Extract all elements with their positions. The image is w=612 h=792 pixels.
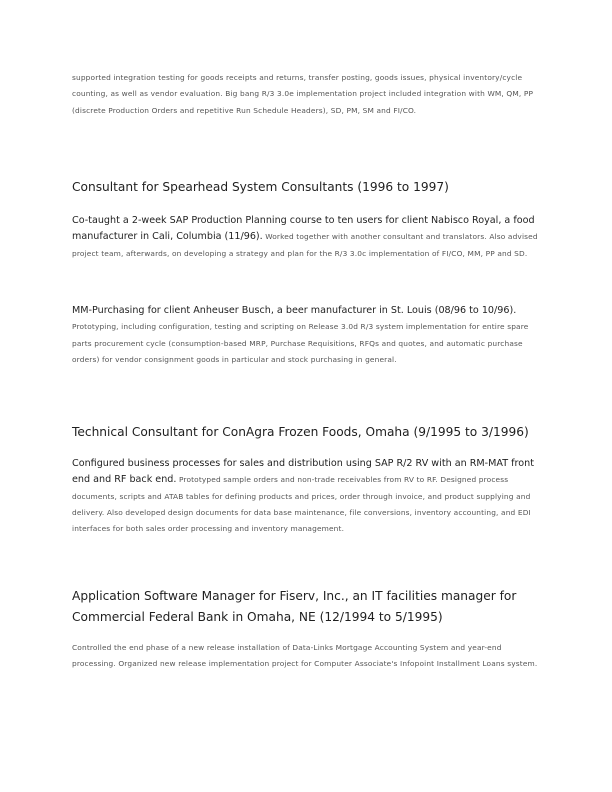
entry-fiserv-body: Controlled the end phase of a new release installation of Data-Links Mortgage Accounting System and year-end processing. Organized new release implementation project for Computer Associate's Infopoint Installment Loans system. bbox=[72, 643, 538, 669]
entry-anheuser-body: Prototyping, including configuration, testing and scripting on Release 3.0d R/3 system implementation for entire spare parts procurement cycle (consumption-based MRP, Purchase Requisitions, RFQs and quotes, and automatic purchase orders) for vendor consignment goods in particular and stock purchasing in general. bbox=[72, 322, 529, 364]
section-heading-conagra: Technical Consultant for ConAgra Frozen Foods, Omaha (9/1995 to 3/1996) bbox=[72, 425, 529, 439]
entry-nabisco-body: Worked together with another consultant and translators. Also advised project team, afterwards, on developing a strategy and plan for the R/3 3.0c implementation of FI/CO, MM, PP and SD. bbox=[72, 232, 538, 258]
intro-paragraph: supported integration testing for goods receipts and returns, transfer posting, goods issues, physical inventory/cycle counting, as well as vendor evaluation. Big bang R/3 3.0e implementation project included integration with WM, QM, PP (discrete Production Orders and repetitive Run Schedule Headers), SD, PM, SM and FI/CO. bbox=[72, 73, 534, 115]
section-heading-fiserv: Application Software Manager for Fiserv, Inc., an IT facilities manager for Commercial Federal Bank in Omaha, NE (12/1994 to 5/1995) bbox=[72, 589, 517, 624]
entry-anheuser bbox=[72, 303, 542, 368]
entry-conagra bbox=[72, 456, 542, 537]
entry-nabisco bbox=[72, 213, 542, 262]
entry-conagra-body: Prototyped sample orders and non-trade receivables from RV to RF. Designed process documents, scripts and ATAB tables for defining products and prices, order through invoice, and product supplying and delivery. Also developed design documents for data base maintenance, file conversions, inventory accounting, and EDI interfaces for both sales order processing and inventory management. bbox=[72, 475, 531, 534]
entry-nabisco-lead: Co-taught a 2-week SAP Production Planning course to ten users for client Nabisco Royal, a food manufacturer in Cali, Columbia (11/96). bbox=[72, 215, 535, 243]
entry-anheuser-lead: MM-Purchasing for client Anheuser Busch, a beer manufacturer in St. Louis (08/96 to 10/96). bbox=[72, 305, 517, 316]
entry-conagra-lead: Configured business processes for sales and distribution using SAP R/2 RV with an RM-MAT front end and RF back end. bbox=[72, 458, 534, 486]
section-heading-spearhead: Consultant for Spearhead System Consultants (1996 to 1997) bbox=[72, 180, 449, 194]
